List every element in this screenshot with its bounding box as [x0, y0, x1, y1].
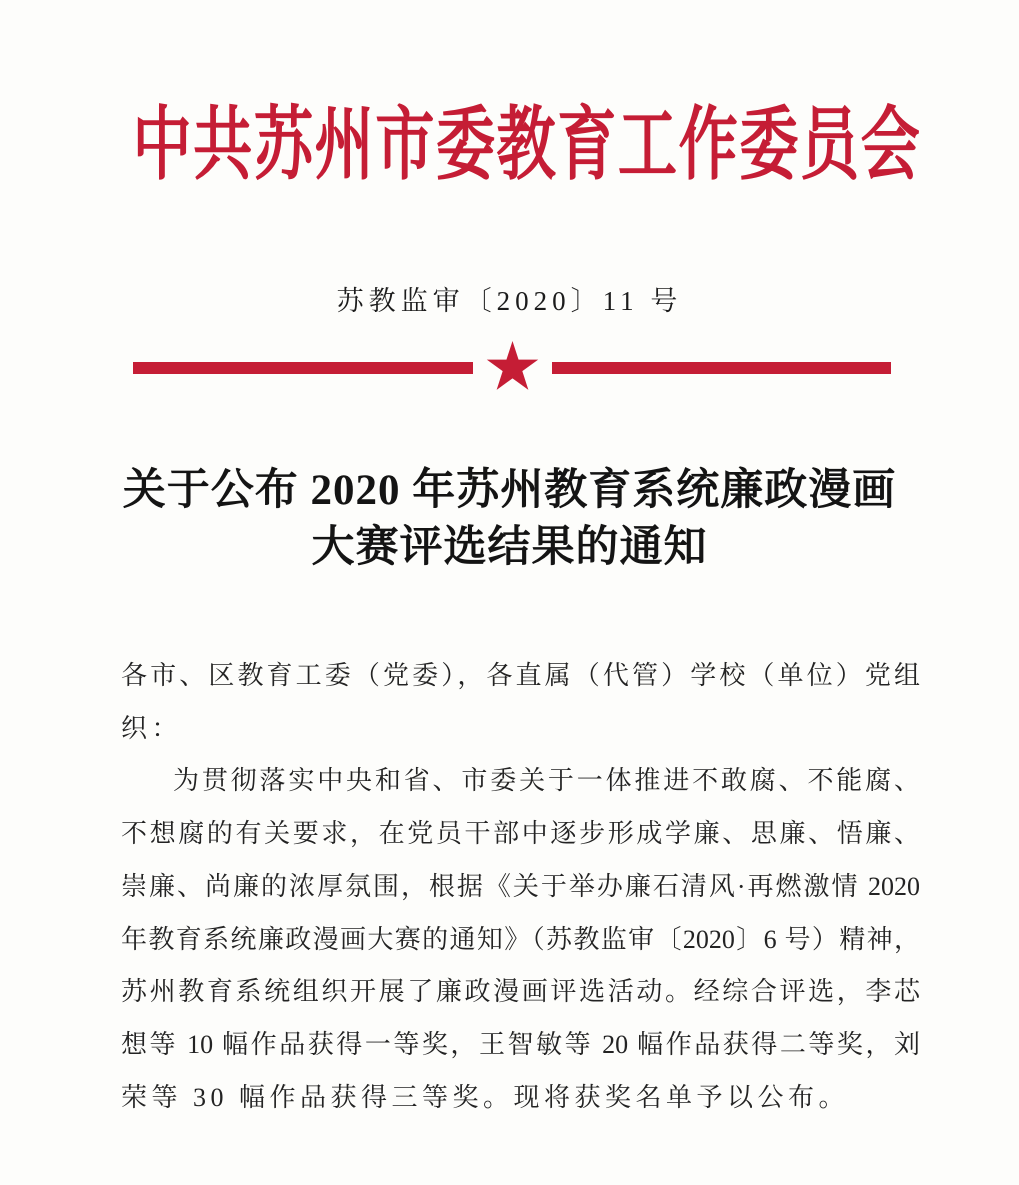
body-line: 荣等 30 幅作品获得三等奖。现将获奖名单予以公布。: [121, 1082, 850, 1112]
document-title-line1: 关于公布 2020 年苏州教育系统廉政漫画: [122, 467, 897, 514]
red-divider: [133, 341, 891, 395]
salutation-line-2: 织：: [121, 713, 183, 743]
divider-bar-left: [133, 362, 473, 374]
body-line: 想等 10 幅作品获得一等奖，王智敏等 20 幅作品获得二等奖，刘: [121, 1029, 920, 1059]
document-title-line2: 大赛评选结果的通知: [311, 524, 708, 571]
body-line: 崇廉、尚廉的浓厚氛围，根据《关于举办廉石清风·再燃激情 2020: [121, 871, 920, 901]
body-line: 苏州教育系统组织开展了廉政漫画评选活动。经综合评选，李芯: [121, 977, 920, 1007]
divider-bar-right: [552, 362, 892, 374]
body-line: 不想腐的有关要求，在党员干部中逐步形成学廉、思廉、悟廉、: [121, 819, 920, 849]
document-number: 苏教监审〔2020〕11 号: [336, 286, 683, 316]
body-line: 年教育系统廉政漫画大赛的通知》（苏教监审〔2020〕6 号）精神，: [121, 924, 920, 954]
body-line: 为贯彻落实中央和省、市委关于一体推进不敢腐、不能腐、: [173, 766, 920, 796]
letterhead-org-name: 中共苏州市委教育工作委员会: [132, 102, 922, 190]
salutation-line-1: 各市、区教育工委（党委），各直属（代管）学校（单位）党组: [121, 661, 920, 690]
red-star-icon: [484, 341, 541, 395]
document-title: [0, 462, 1019, 576]
document-body: [121, 650, 920, 1124]
